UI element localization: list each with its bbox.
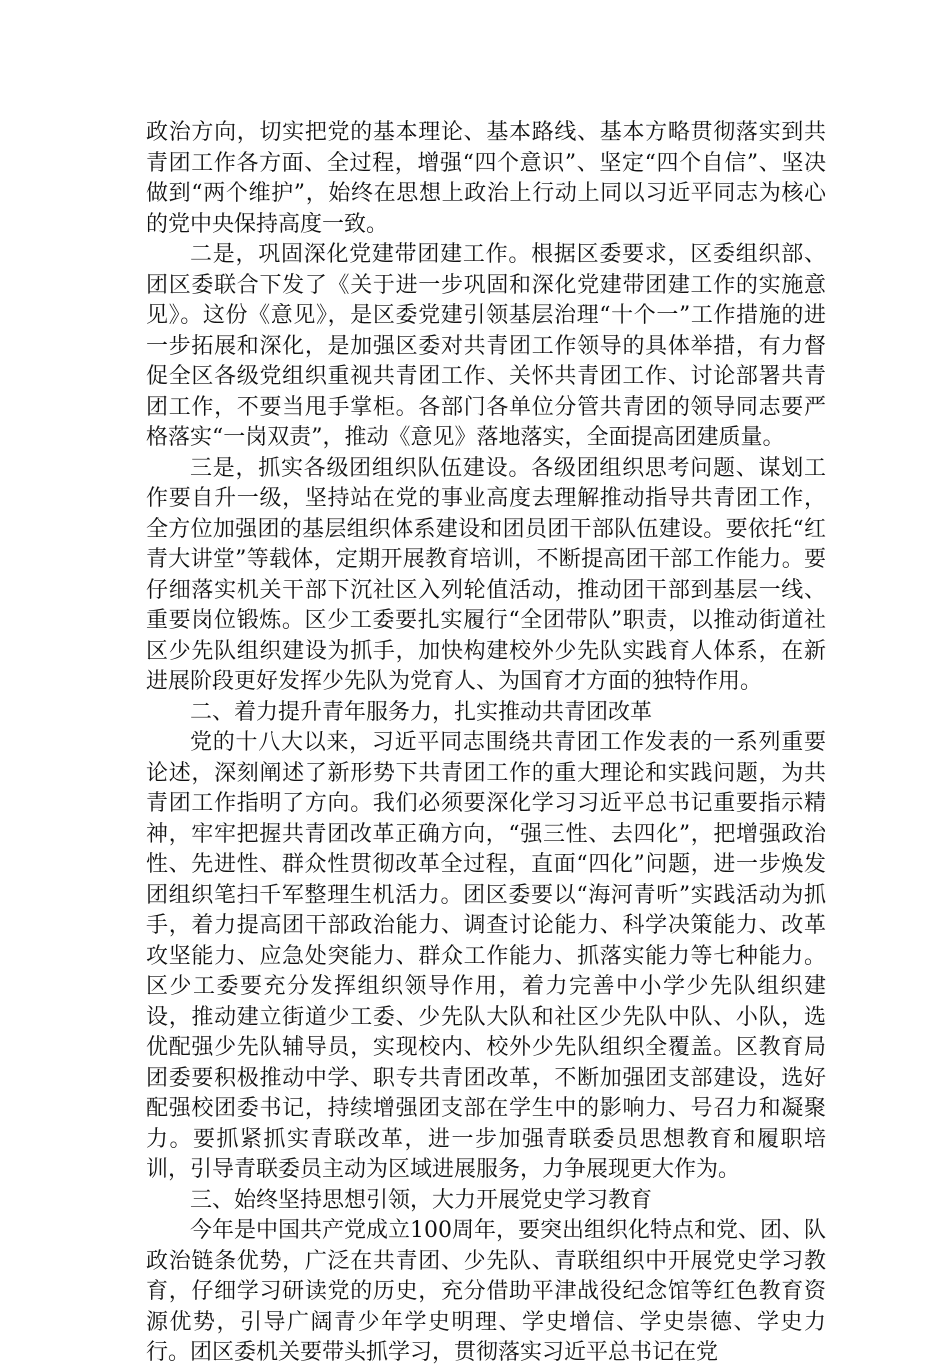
paragraph-team-building: 三是，抓实各级团组织队伍建设。各级团组织思考问题、谋划工作要自升一级，坚持站在党的事业高度去理解推动指导共青团工作，全方位加强团的基层组织体系建设和团员团干部队伍建设。要依托“红青大讲堂”等载体，定期开展教育培训，不断提高团干部工作能力。要仔细落实机关干部下沉社区入列轮值活动，推动团干部到基层一线、重要岗位锻炼。区少工委要扎实履行“全团带队”职责，以推动街道社区少先队组织建设为抓手，加快构建校外少先队实践育人体系，在新进展阶段更好发挥少先队为党育人、为国育才方面的独特作用。 xyxy=(146,455,826,694)
section-heading-3: 三、始终坚持思想引领，大力开展党史学习教育 xyxy=(190,1187,653,1213)
paragraph-history-education: 今年是中国共产党成立100周年，要突出组织化特点和党、团、队政治链条优势，广泛在共青团、少先队、青联组织中开展党史学习教育，仔细学习研读党的历史，充分借助平津战役纪念馆等红色教育资源优势，引导广阔青少年学史明理、学史增信、学史崇德、学史力行。团区委机关要带头抓学习，贯彻落实习近平总书记在党 xyxy=(146,1218,826,1365)
paragraph-continued: 政治方向，切实把党的基本理论、基本路线、基本方略贯彻落实到共青团工作各方面、全过程，增强“四个意识”、坚定“四个自信”、坚决做到“两个维护”，始终在思想上政治上行动上同以习近平同志为核心的党中央保持高度一致。 xyxy=(146,120,826,237)
section-heading-2: 二、着力提升青年服务力，扎实推动共青团改革 xyxy=(190,699,653,725)
paragraph-reform: 党的十八大以来，习近平同志围绕共青团工作发表的一系列重要论述，深刻阐述了新形势下共青团工作的重大理论和实践问题，为共青团工作指明了方向。我们必须要深化学习习近平总书记重要指示精神，牢牢把握共青团改革正确方向，“强三性、去四化”，把增强政治性、先进性、群众性贯彻改革全过程，直面“四化”问题，进一步焕发团组织笔扫千军整理生机活力。团区委要以“海河青听”实践活动为抓手，着力提高团干部政治能力、调查讨论能力、科学决策能力、改革攻坚能力、应急处突能力、群众工作能力、抓落实能力等七种能力。区少工委要充分发挥组织领导作用，着力完善中小学少先队组织建设，推动建立街道少工委、少先队大队和社区少先队中队、小队，选优配强少先队辅导员，实现校内、校外少先队组织全覆盖。区教育局团委要积极推动中学、职专共青团改革，不断加强团支部建设，选好配强校团委书记，持续增强团支部在学生中的影响力、号召力和凝聚力。要抓紧抓实青联改革，进一步加强青联委员思想教育和履职培训，引导青联委员主动为区域进展服务，力争展现更大作为。 xyxy=(146,730,826,1182)
paragraph-party-building: 二是，巩固深化党建带团建工作。根据区委要求，区委组织部、团区委联合下发了《关于进一步巩固和深化党建带团建工作的实施意见》。这份《意见》，是区委党建引领基层治理“十个一”工作措施的进一步拓展和深化，是加强区委对共青团工作领导的具体举措，有力督促全区各级党组织重视共青团工作、关怀共青团工作、讨论部署共青团工作，不要当甩手掌柜。各部门各单位分管共青团的领导同志要严格落实“一岗双责”，推动《意见》落地落实，全面提高团建质量。 xyxy=(146,242,826,450)
document-page xyxy=(146,118,826,1369)
